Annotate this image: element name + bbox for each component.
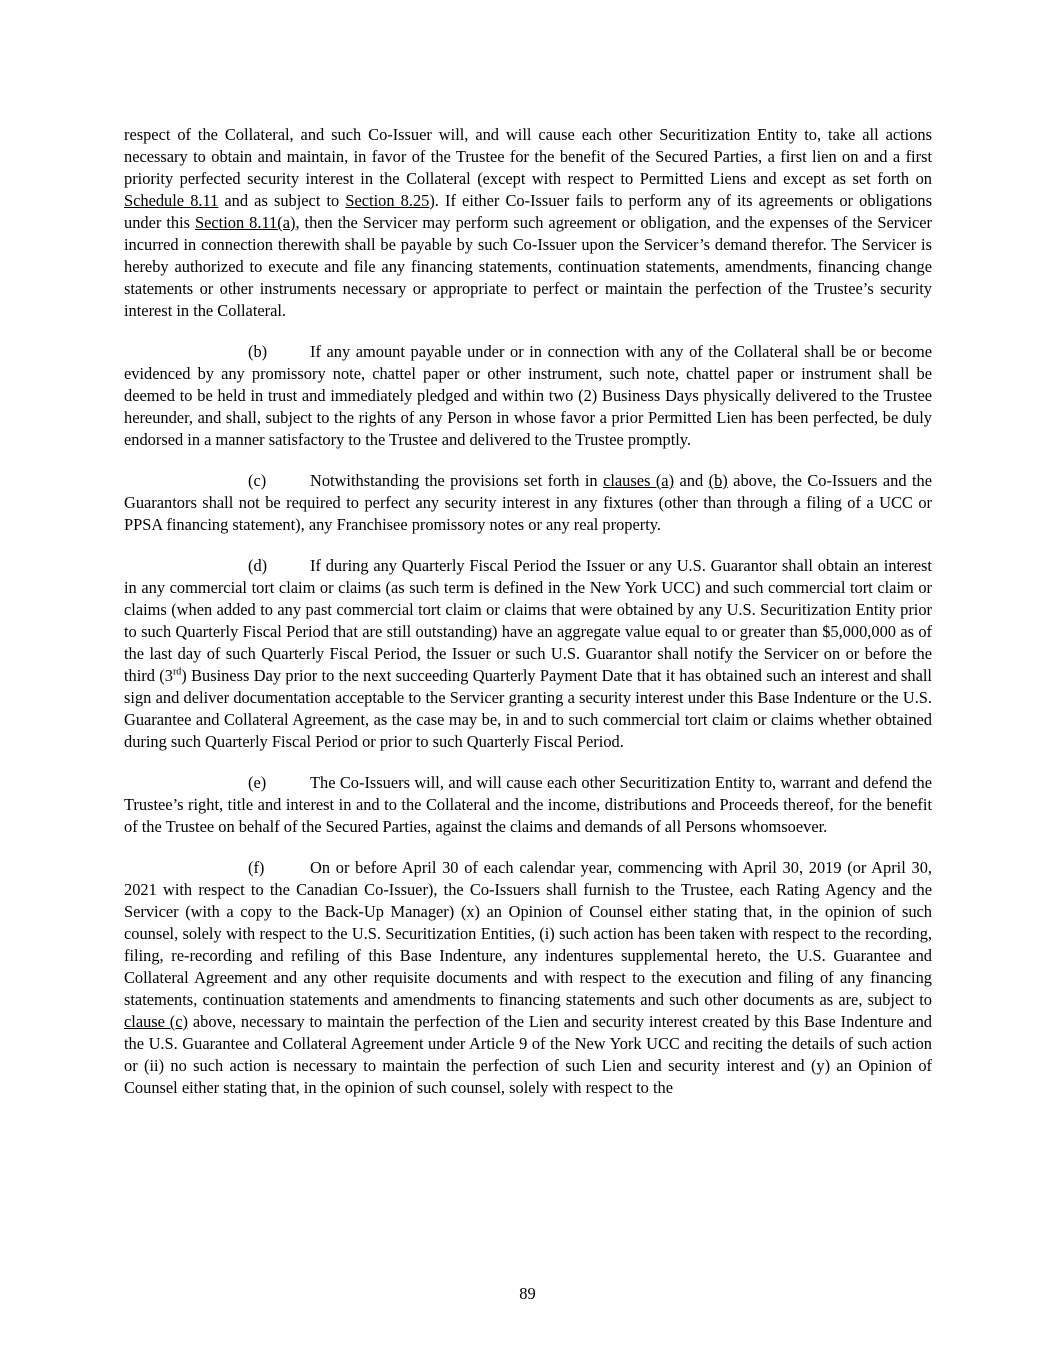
paragraph-b	[124, 341, 932, 451]
clause-label-b: (b)	[248, 342, 268, 361]
text: above, necessary to maintain the perfection of the Lien and security interest created by this Base Indenture and the U.S. Guarantee and Collateral Agreement under Article 9 of the New York UCC and reciting the details of such action or (ii) no such action is necessary to maintain the perfection of such Lien and security interest and (y) an Opinion of Counsel either stating that, in the opinion of such counsel, solely with respect to the	[124, 1012, 932, 1097]
paragraph-c	[124, 470, 932, 536]
section-8-11a-reference: Section 8.11(a)	[195, 213, 296, 232]
page-number: 89	[519, 1284, 536, 1303]
schedule-8-11-reference: Schedule 8.11	[124, 191, 219, 210]
ordinal-superscript: rd	[172, 666, 182, 678]
clauses-a-reference: clauses (a)	[603, 471, 675, 490]
clause-label-d: (d)	[248, 556, 268, 575]
text: , then the Servicer may perform such agreement or obligation, and the expenses of the Servicer incurred in connection therewith shall be payable by such Co-Issuer upon the Servicer’s demand therefor. The Servicer is hereby authorized to execute and file any financing statements, continuation statements, amendments, financing change statements or other instruments necessary or appropriate to perfect or maintain the perfection of the Trustee’s security interest in the Collateral.	[124, 213, 933, 320]
clause-text-b: If any amount payable under or in connection with any of the Collateral shall be or become evidenced by any promissory note, chattel paper or other instrument, such note, chattel paper or instrument shall be deemed to be held in trust and immediately pledged and within two (2) Business Days physically delivered to the Trustee hereunder, and shall, subject to the rights of any Person in whose favor a prior Permitted Lien has been perfected, be duly endorsed in a manner satisfactory to the Trustee and delivered to the Trustee promptly.	[124, 342, 932, 449]
document-page	[124, 124, 932, 1118]
text: above, the Co-Issuers and the Guarantors shall not be required to perfect any security interest in any fixtures (other than through a filing of a UCC or PPSA financing statement), any Franchisee promissory notes or any real property.	[124, 471, 933, 534]
paragraph-d	[124, 555, 932, 753]
text: On or before April 30 of each calendar year, commencing with April 30, 2019 (or April 30, 2021 with respect to the Canadian Co-Issuer), the Co-Issuers shall furnish to the Trustee, each Rating Agency and the Servicer (with a copy to the Back-Up Manager) (x) an Opinion of Counsel either stating that, in the opinion of such counsel, solely with respect to the U.S. Securitization Entities, (i) such action has been taken with respect to the recording, filing, re-recording and refiling of this Base Indenture, any indentures supplemental hereto, the U.S. Guarantee and Collateral Agreement and any other requisite documents and with respect to the execution and filing of any financing statements, continuation statements and amendments to financing statements and such other documents as are, subject to	[124, 858, 932, 1009]
paragraph-continuation	[124, 124, 932, 322]
paragraph-e	[124, 772, 932, 838]
section-8-25-reference: Section 8.25	[345, 191, 430, 210]
text: ) Business Day prior to the next succeeding Quarterly Payment Date that it has obtained such an interest and shall sign and deliver documentation acceptable to the Servicer granting a security interest under this Base Indenture or the U.S. Guarantee and Collateral Agreement, as the case may be, in and to such commercial tort claim or claims whether obtained during such Quarterly Fiscal Period or prior to such Quarterly Fiscal Period.	[124, 666, 932, 751]
text: ). If either Co-Issuer fails to perform any of its agreements or obligations under this	[124, 191, 932, 232]
clause-b-reference: (b)	[708, 471, 728, 490]
clause-text-e: The Co-Issuers will, and will cause each other Securitization Entity to, warrant and defend the Trustee’s right, title and interest in and to the Collateral and the income, distributions and Proceeds thereof, for the benefit of the Trustee on behalf of the Secured Parties, against the claims and demands of all Persons whomsoever.	[124, 773, 932, 836]
text: respect of the Collateral, and such Co-Issuer will, and will cause each other Securitization Entity to, take all actions necessary to obtain and maintain, in favor of the Trustee for the benefit of the Secured Parties, a first lien on and a first priority perfected security interest in the Collateral (except with respect to Permitted Liens and except as set forth on	[124, 125, 932, 188]
clause-label-e: (e)	[248, 773, 267, 792]
clause-label-f: (f)	[248, 858, 265, 877]
text: Notwithstanding the provisions set forth in	[310, 471, 604, 490]
paragraph-f	[124, 857, 932, 1099]
text: and as subject to	[218, 191, 346, 210]
clause-label-c: (c)	[248, 471, 267, 490]
clause-c-reference: clause (c)	[124, 1012, 188, 1031]
text: If during any Quarterly Fiscal Period the Issuer or any U.S. Guarantor shall obtain an interest in any commercial tort claim or claims (as such term is defined in the New York UCC) and such commercial tort claim or claims (when added to any past commercial tort claim or claims that were obtained by any U.S. Securitization Entity prior to such Quarterly Fiscal Period that are still outstanding) have an aggregate value equal to or greater than $5,000,000 as of the last day of such Quarterly Fiscal Period, the Issuer or such U.S. Guarantor shall notify the Servicer on or before the third (3	[124, 556, 932, 685]
text: and	[674, 471, 709, 490]
